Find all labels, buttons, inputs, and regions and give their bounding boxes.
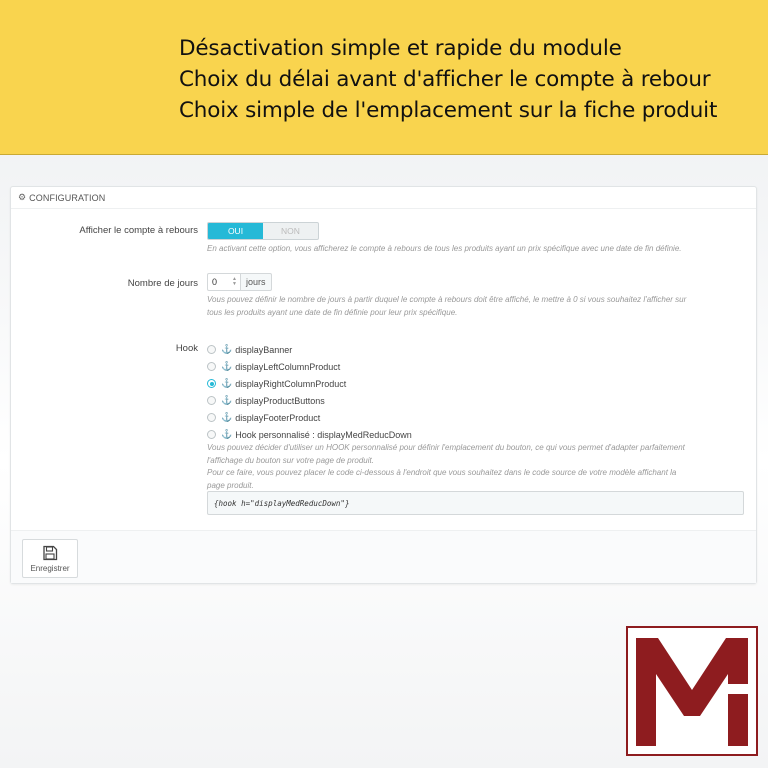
hook-radio-group (207, 341, 412, 443)
brand-logo-m (628, 628, 756, 754)
save-button[interactable] (22, 539, 78, 578)
radio-button[interactable] (207, 362, 216, 371)
countdown-label: Afficher le compte à rebours (79, 225, 198, 236)
gear-icon: ⚙ (18, 192, 27, 202)
radio-button[interactable] (207, 430, 216, 439)
hook-option-label: Hook personnalisé : displayMedReducDown (235, 429, 412, 440)
banner-line-1: Désactivation simple et rapide du module (179, 36, 622, 61)
toggle-on-option[interactable]: OUI (208, 223, 263, 239)
banner-lines (179, 33, 717, 126)
days-input-group (207, 273, 272, 291)
hook-option[interactable] (207, 426, 412, 443)
hook-option-label: displayRightColumnProduct (235, 378, 347, 389)
anchor-icon: ⚓ (221, 344, 233, 354)
brand-logo (626, 626, 758, 756)
save-icon (42, 545, 58, 561)
promo-banner (0, 0, 768, 155)
anchor-icon: ⚓ (221, 429, 233, 439)
hook-label: Hook (175, 343, 198, 354)
anchor-icon: ⚓ (221, 395, 233, 405)
toggle-off-option[interactable]: NON (281, 226, 300, 236)
panel-title: CONFIGURATION (29, 192, 106, 203)
days-help-line-1: Vous pouvez définir le nombre de jours à partir duquel le compte à rebours doit être affiché, le mettre à 0 si vous souhaitez l'afficher sur (207, 295, 687, 304)
hook-help-line-3: Pour ce faire, vous pouvez placer le code ci-dessous à l'endroit que vous souhaitez dans le code source de votre modèle affichant la (207, 468, 677, 477)
radio-button-checked[interactable] (207, 379, 216, 388)
hook-help-line-1: Vous pouvez décider d'utiliser un HOOK personnalisé pour définir l'emplacement du bouton, ce qui vous permet d'adapter parfaitement (207, 443, 685, 452)
hook-help-line-2: l'affichage du bouton sur votre page de produit. (207, 455, 374, 465)
hook-option[interactable] (207, 409, 412, 426)
radio-button[interactable] (207, 413, 216, 422)
panel-footer (11, 530, 756, 583)
hook-option[interactable] (207, 375, 412, 392)
hook-code-snippet[interactable]: {hook h="displayMedReducDown"} (207, 491, 744, 515)
banner-line-2: Choix du délai avant d'afficher le compte à rebour (179, 67, 711, 92)
anchor-icon: ⚓ (221, 361, 233, 371)
hook-option-label: displayProductButtons (235, 395, 325, 406)
spinner-icon[interactable]: ▲ ▼ (232, 276, 237, 287)
countdown-toggle[interactable] (207, 222, 319, 240)
panel-heading (11, 187, 756, 209)
radio-button[interactable] (207, 396, 216, 405)
days-label: Nombre de jours (127, 278, 198, 289)
days-value: 0 (212, 277, 218, 287)
radio-button[interactable] (207, 345, 216, 354)
days-help (207, 294, 747, 319)
hook-option[interactable] (207, 358, 412, 375)
days-help-line-2: tous les produits ayant une date de fin définie pour leur prix spécifique. (207, 307, 458, 317)
hook-option-label: displayBanner (235, 344, 293, 355)
hook-option-label: displayFooterProduct (235, 412, 321, 423)
anchor-icon: ⚓ (221, 412, 233, 422)
banner-line-3: Choix simple de l'emplacement sur la fiche produit (179, 98, 718, 123)
save-button-label: Enregistrer (30, 563, 70, 573)
hook-help-line-4: page produit. (207, 480, 254, 490)
countdown-help: En activant cette option, vous afficherez le compte à rebours de tous les produits ayant un prix spécifique avec une date de fin définie. (207, 244, 682, 253)
days-number-input[interactable] (207, 273, 241, 291)
hook-option[interactable] (207, 341, 412, 358)
hook-option[interactable] (207, 392, 412, 409)
configuration-panel (10, 186, 757, 584)
days-unit-addon: jours (241, 273, 272, 291)
hook-help (207, 442, 747, 492)
anchor-icon: ⚓ (221, 378, 233, 388)
hook-option-label: displayLeftColumnProduct (235, 361, 341, 372)
